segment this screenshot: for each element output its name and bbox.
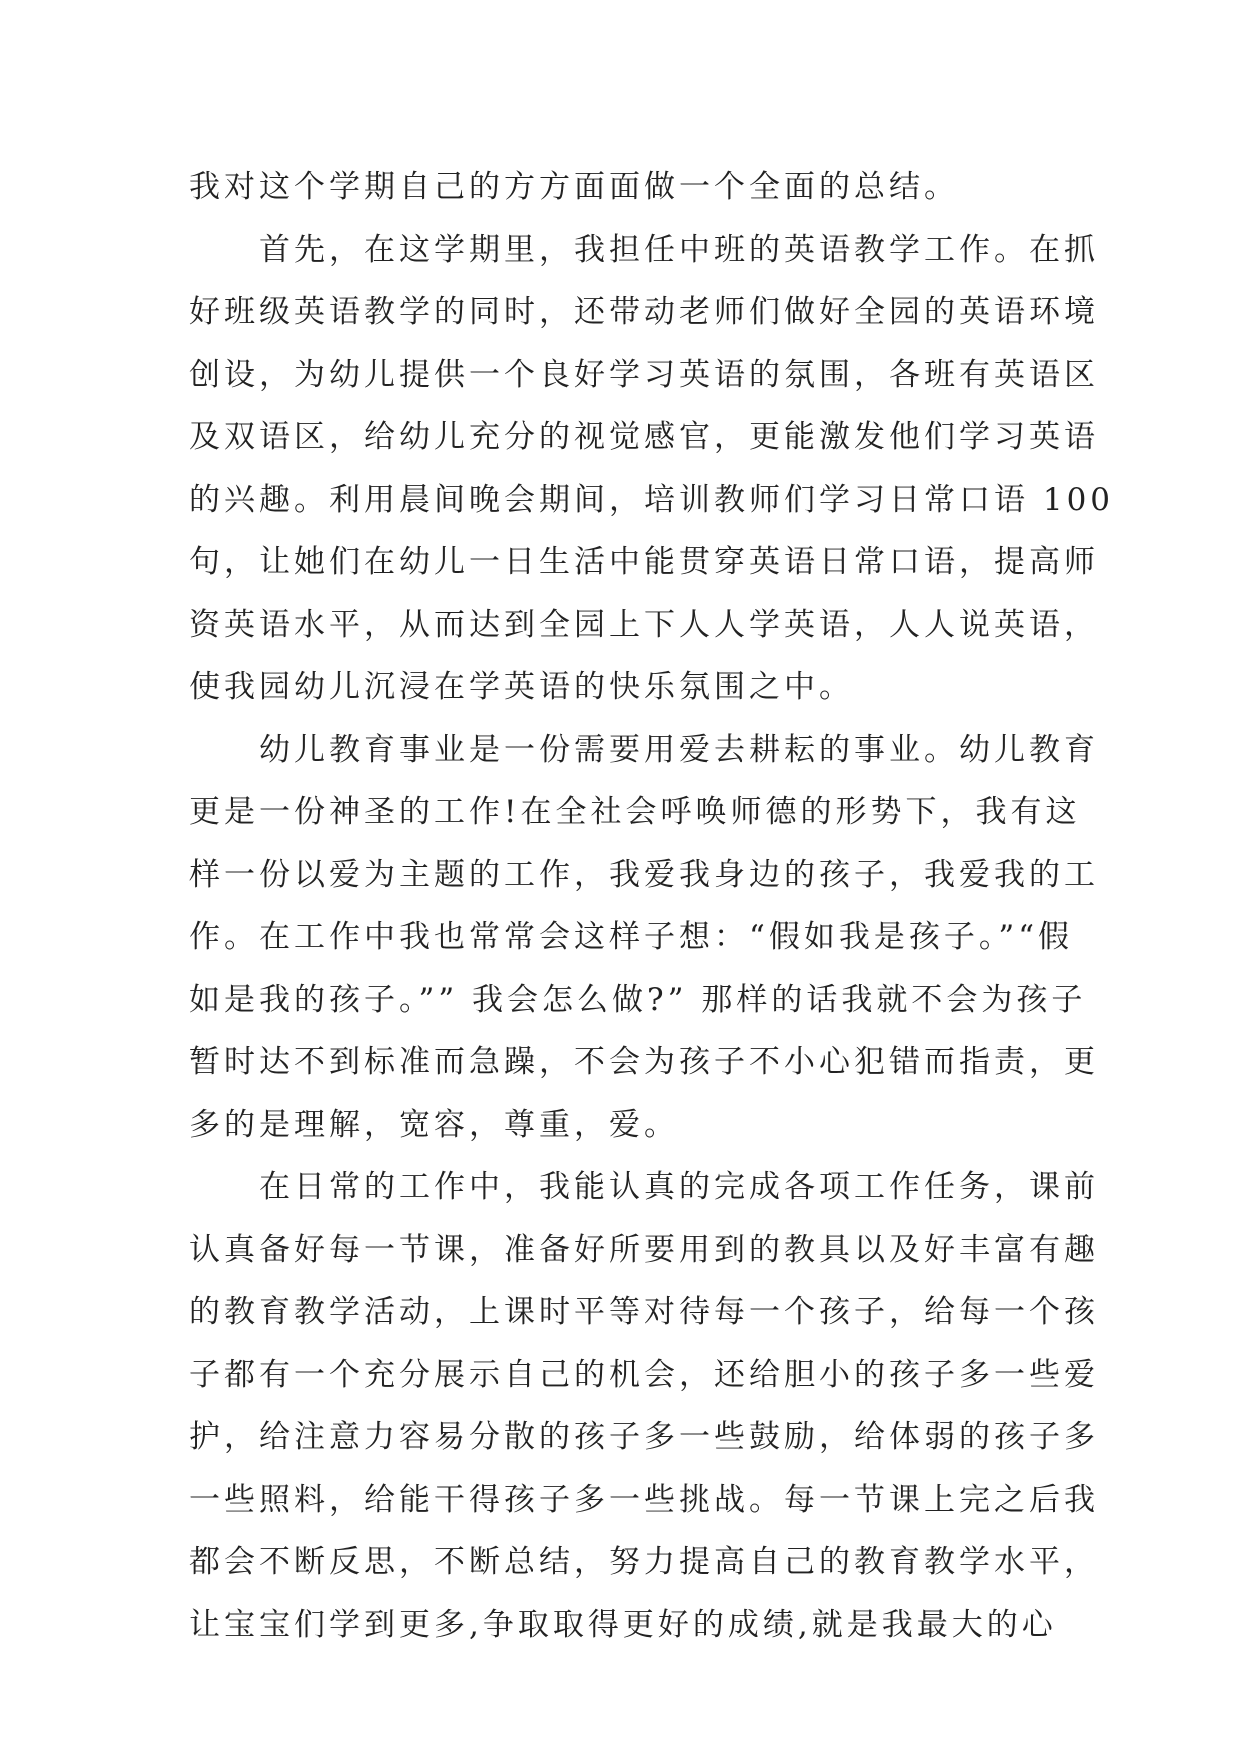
text-line: 句，让她们在幼儿一日生活中能贯穿英语日常口语，提高师 — [189, 544, 1099, 580]
text-line: 的兴趣。利用晨间晚会期间，培训教师们学习日常口语 100 — [189, 481, 1115, 518]
text-line: 好班级英语教学的同时，还带动老师们做好全园的英语环境 — [189, 294, 1099, 330]
text-line: 护，给注意力容易分散的孩子多一些鼓励，给体弱的孩子多 — [189, 1419, 1099, 1455]
paragraph-start-line: 幼儿教育事业是一份需要用爱去耕耘的事业。幼儿教育 — [259, 731, 1099, 768]
text-line: 及双语区，给幼儿充分的视觉感官，更能激发他们学习英语 — [189, 419, 1099, 455]
text-line: 作。在工作中我也常常会这样子想：“假如我是孩子。”“假 — [189, 919, 1074, 955]
text-line: 我对这个学期自己的方方面面做一个全面的总结。 — [189, 169, 959, 205]
text-line: 如是我的孩子。”” 我会怎么做?” 那样的话我就不会为孩子 — [189, 981, 1087, 1018]
text-line: 让宝宝们学到更多,争取取得更好的成绩,就是我最大的心 — [189, 1606, 1057, 1643]
text-line: 样一份以爱为主题的工作，我爱我身边的孩子，我爱我的工 — [189, 856, 1099, 893]
text-line: 更是一份神圣的工作!在全社会呼唤师德的形势下，我有这 — [189, 794, 1081, 830]
text-line: 创设，为幼儿提供一个良好学习英语的氛围，各班有英语区 — [189, 356, 1099, 393]
text-line: 资英语水平，从而达到全园上下人人学英语，人人说英语， — [189, 606, 1099, 643]
text-line: 暂时达不到标准而急躁，不会为孩子不小心犯错而指责，更 — [189, 1044, 1099, 1080]
text-line: 的教育教学活动，上课时平等对待每一个孩子，给每一个孩 — [189, 1294, 1099, 1330]
paragraph-start-line: 首先，在这学期里，我担任中班的英语教学工作。在抓 — [259, 231, 1099, 268]
text-line: 多的是理解，宽容，尊重，爱。 — [189, 1106, 679, 1143]
text-line: 都会不断反思，不断总结，努力提高自己的教育教学水平， — [189, 1544, 1099, 1580]
paragraph-start-line: 在日常的工作中，我能认真的完成各项工作任务，课前 — [259, 1169, 1099, 1205]
body-text — [189, 156, 1115, 1656]
text-line: 一些照料，给能干得孩子多一些挑战。每一节课上完之后我 — [189, 1481, 1099, 1518]
text-line: 子都有一个充分展示自己的机会，还给胆小的孩子多一些爱 — [189, 1356, 1099, 1393]
text-line: 使我园幼儿沉浸在学英语的快乐氛围之中。 — [189, 669, 854, 705]
text-line: 认真备好每一节课，准备好所要用到的教具以及好丰富有趣 — [189, 1231, 1099, 1268]
